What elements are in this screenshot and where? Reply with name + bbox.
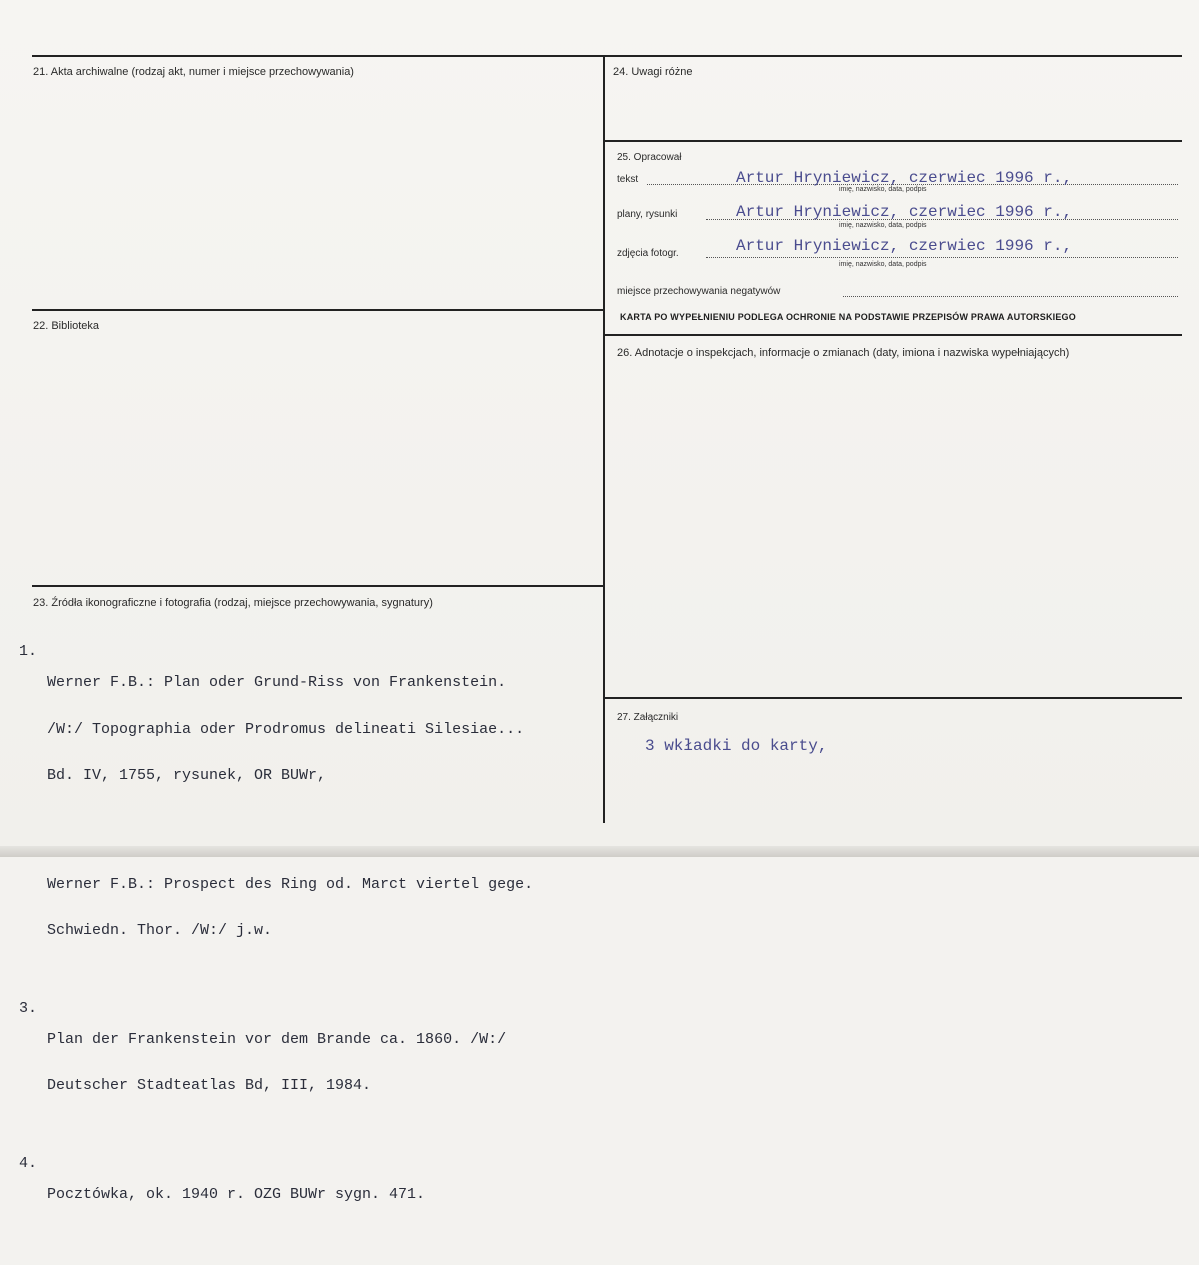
section-26-label: 26. Adnotacje o inspekcjach, informacje o zmianach (daty, imiona i nazwiska wypełniających)	[617, 347, 1070, 359]
center-divider	[603, 55, 605, 823]
source-3-line-1: Plan der Frankenstein vor dem Brande ca. 1860. /W:/	[47, 1030, 507, 1048]
sources-list	[19, 613, 602, 1264]
row-plany-value: Artur Hryniewicz, czerwiec 1996 r.,	[736, 203, 1073, 221]
list-item	[19, 846, 602, 970]
copyright-notice: KARTA PO WYPEŁNIENIU PODLEGA OCHRONIE NA PODSTAWIE PRZEPISÓW PRAWA AUTORSKIEGO	[620, 312, 1076, 322]
row-tekst-label: tekst	[617, 174, 639, 185]
section-23-label: 23. Źródła ikonograficzne i fotografia (rodzaj, miejsce przechowywania, sygnatury)	[33, 597, 433, 609]
source-1-line-3: Bd. IV, 1755, rysunek, OR BUWr,	[47, 767, 327, 784]
row-zdjecia-value: Artur Hryniewicz, czerwiec 1996 r.,	[736, 237, 1073, 255]
divider-22-23	[32, 585, 604, 587]
card-bottom-edge	[0, 846, 1199, 857]
section-21-label: 21. Akta archiwalne (rodzaj akt, numer i miejsce przechowywania)	[33, 66, 354, 78]
attachments-value: 3 wkładki do karty,	[645, 737, 828, 755]
row-tekst-value: Artur Hryniewicz, czerwiec 1996 r.,	[736, 169, 1073, 187]
row-zdjecia-caption: imię, nazwisko, data, podpis	[839, 261, 927, 268]
negatives-label: miejsce przechowywania negatywów	[617, 286, 781, 297]
source-2-line-1: Werner F.B.: Prospect des Ring od. Marct viertel gege.	[47, 875, 534, 893]
section-25-label: 25. Opracował	[617, 152, 682, 163]
row-zdjecia-label: zdjęcia fotogr.	[617, 248, 679, 259]
list-item: 3. Plan der Frankenstein vor dem Brande ca. 1860. /W:/ Deutscher Stadteatlas Bd, III, 1984.	[19, 999, 507, 1094]
section-22-label: 22. Biblioteka	[33, 320, 100, 332]
negatives-line	[843, 296, 1178, 297]
divider-21-22	[32, 309, 604, 311]
list-item: 4. Pocztówka, ok. 1940 r. OZG BUWr sygn. 471.	[19, 1154, 426, 1203]
row-zdjecia-line	[706, 257, 1178, 258]
row-plany-label: plany, rysunki	[617, 209, 678, 220]
row-tekst-caption: imię, nazwisko, data, podpis	[839, 186, 927, 193]
top-border	[32, 55, 1182, 57]
source-4-line-1: Pocztówka, ok. 1940 r. OZG BUWr sygn. 471.	[47, 1185, 426, 1203]
section-27-label: 27. Załączniki	[617, 712, 679, 723]
source-1-line-1: Werner F.B.: Plan oder Grund-Riss von Frankenstein.	[47, 674, 507, 691]
divider-25-26	[604, 334, 1182, 336]
source-3-line-2: Deutscher Stadteatlas Bd, III, 1984.	[47, 1077, 372, 1094]
divider-24-25	[604, 140, 1182, 142]
list-item: 1. Werner F.B.: Plan oder Grund-Riss von Frankenstein. /W:/ Topographia oder Prodromus delineati Silesiae... Bd. IV, 1755, rysunek, OR BUWr,	[19, 643, 525, 784]
divider-26-27	[604, 697, 1182, 699]
source-2-line-2: Schwiedn. Thor. /W:/ j.w.	[47, 922, 273, 939]
section-24-label: 24. Uwagi różne	[613, 66, 693, 78]
source-1-line-2: /W:/ Topographia oder Prodromus delineati Silesiae...	[47, 720, 525, 738]
row-plany-caption: imię, nazwisko, data, podpis	[839, 222, 927, 229]
